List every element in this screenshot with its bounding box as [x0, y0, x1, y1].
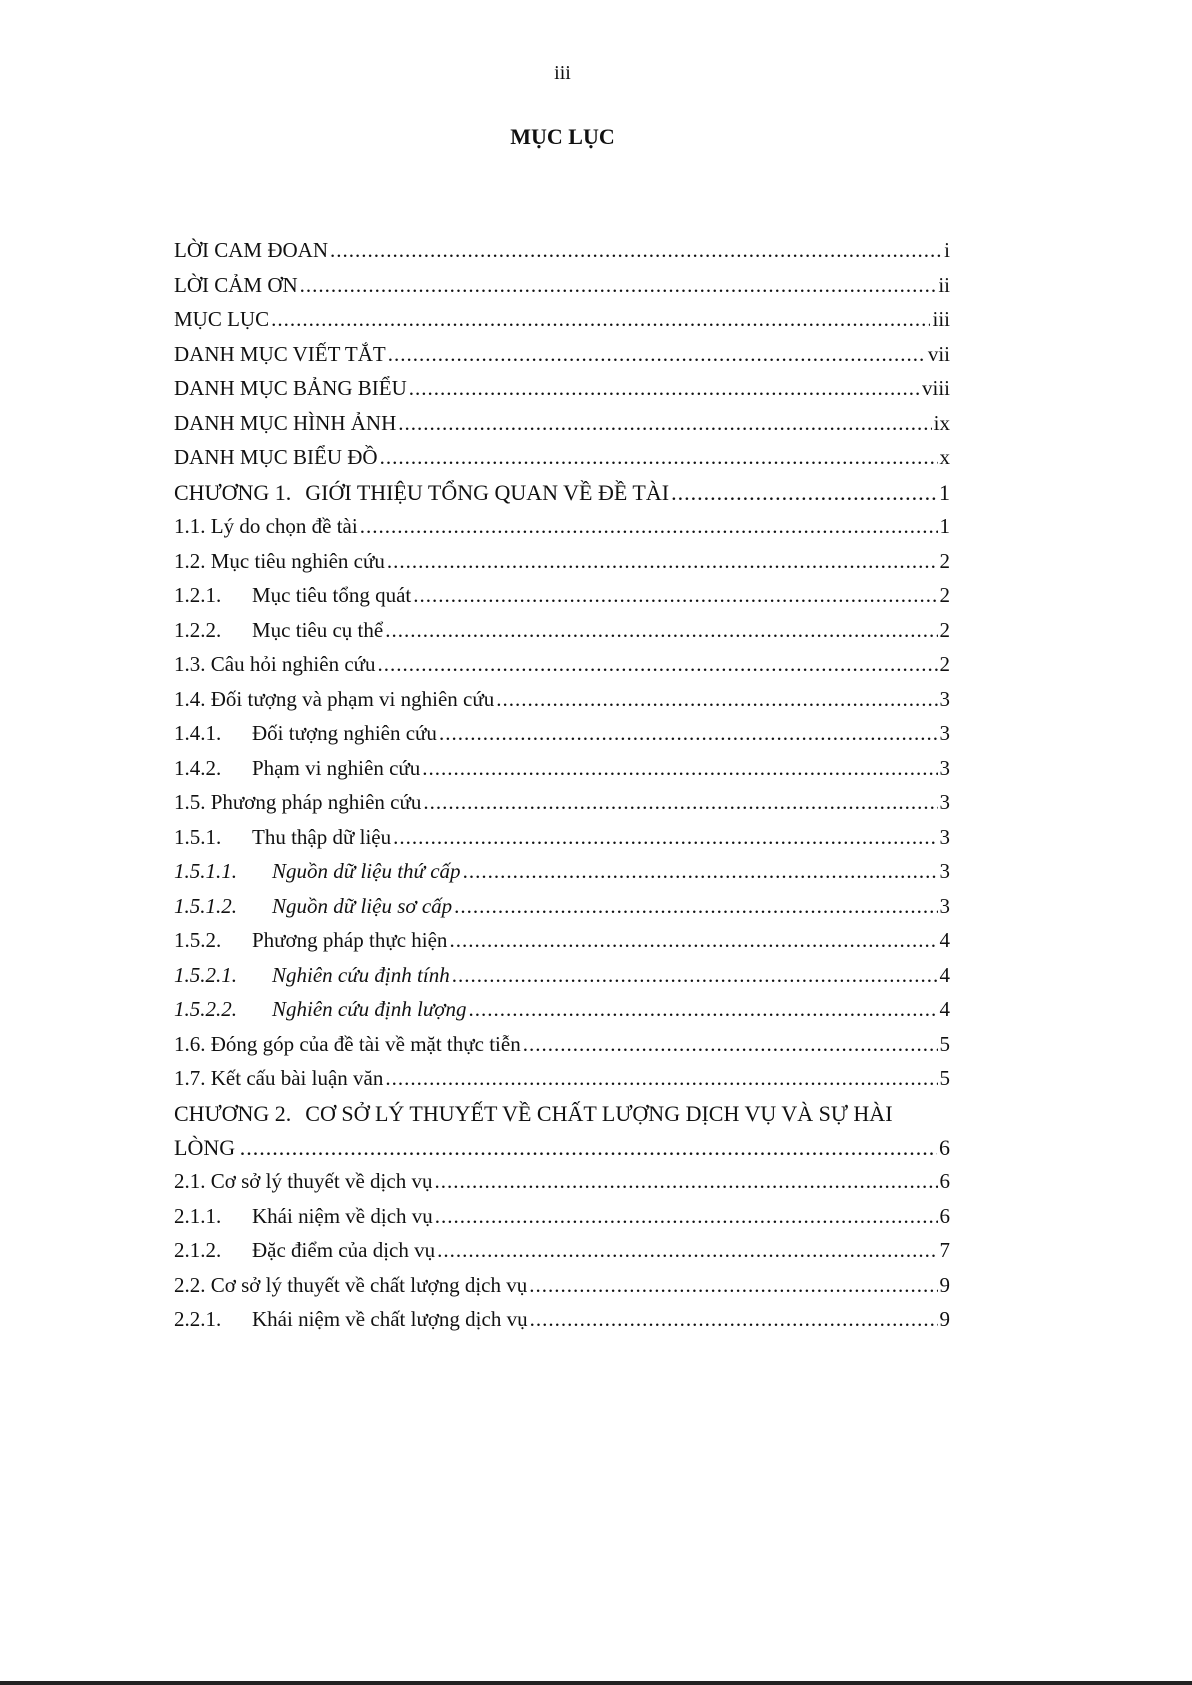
toc-entry-label — [174, 928, 447, 953]
toc-entry[interactable] — [174, 1273, 950, 1308]
toc-entry-page: 5 — [939, 1031, 950, 1056]
dot-leader — [300, 273, 937, 298]
toc-entry-page: ii — [938, 272, 950, 297]
dot-leader — [496, 687, 937, 712]
dot-leader — [393, 825, 937, 850]
toc-entry-text: Mục tiêu tổng quát — [252, 583, 412, 607]
dot-leader — [413, 583, 937, 608]
toc-entry-text: Phạm vi nghiên cứu — [252, 755, 421, 780]
toc-entry-page: 2 — [939, 652, 950, 676]
toc-entry-page: 4 — [939, 997, 950, 1021]
dot-leader — [380, 445, 938, 470]
toc-entry-label — [174, 618, 383, 643]
toc-chapter-entry[interactable] — [174, 1101, 950, 1135]
toc-chapter-entry[interactable] — [174, 480, 950, 515]
toc-entry-page: iii — [932, 307, 950, 331]
toc-entry-text: CƠ SỞ LÝ THUYẾT VỀ CHẤT LƯỢNG DỊCH VỤ VÀ SỰ HÀI — [305, 1100, 893, 1126]
toc-subentry[interactable] — [174, 618, 950, 653]
toc-entry[interactable] — [174, 273, 950, 308]
toc-entry[interactable] — [174, 549, 950, 584]
toc-entry-label: MỤC LỤC — [174, 307, 270, 331]
toc-entry-page: 3 — [939, 893, 950, 918]
dot-leader — [388, 342, 926, 367]
toc-entry-label — [174, 859, 461, 884]
toc-subentry[interactable] — [174, 1204, 950, 1239]
page-number: iii — [554, 62, 571, 84]
page-title: MỤC LỤC — [510, 124, 615, 149]
toc-entry-label: 1.3. Câu hỏi nghiên cứu — [174, 652, 376, 676]
toc-entry-number: 2.1.1. — [174, 1203, 222, 1228]
toc-entry-page: 1 — [939, 514, 950, 538]
toc-entry-label: DANH MỤC VIẾT TẮT — [174, 341, 386, 366]
dot-leader — [360, 514, 938, 539]
toc-subsubentry[interactable] — [174, 997, 950, 1032]
toc-entry-number: 1.5.2. — [174, 928, 222, 952]
toc-entry-label: DANH MỤC BIỂU ĐỒ — [174, 445, 378, 469]
toc-entry-label — [174, 721, 437, 746]
toc-subentry[interactable] — [174, 928, 950, 963]
toc-subsubentry[interactable] — [174, 963, 950, 998]
toc-entry-label: LỜI CAM ĐOAN — [174, 238, 328, 262]
toc-entry-label: 1.1. Lý do chọn đề tài — [174, 514, 358, 538]
toc-entry-label: 1.4. Đối tượng và phạm vi nghiên cứu — [174, 686, 495, 711]
toc-entry-label: 1.2. Mục tiêu nghiên cứu — [174, 548, 385, 573]
dot-leader — [454, 894, 937, 919]
toc-entry-label — [174, 1307, 528, 1332]
toc-entry[interactable] — [174, 1066, 950, 1101]
toc-entry-label: 1.7. Kết cấu bài luận văn — [174, 1066, 384, 1090]
toc-entry-number: 1.5.2.2. — [174, 997, 237, 1021]
dot-leader — [398, 411, 931, 436]
dot-leader — [409, 376, 920, 401]
toc-entry-number: 1.5.1. — [174, 824, 222, 849]
toc-entry-page: 9 — [939, 1272, 950, 1297]
toc-entry[interactable] — [174, 411, 950, 446]
toc-entry-page: 6 — [939, 1203, 950, 1228]
toc-entry-page: 3 — [939, 686, 950, 711]
toc-entry-page: ix — [933, 410, 950, 435]
toc-entry-number: 1.4.2. — [174, 755, 222, 780]
toc-subentry[interactable] — [174, 721, 950, 756]
toc-entry-text: Đối tượng nghiên cứu — [252, 721, 437, 745]
dot-leader — [452, 963, 938, 988]
dot-leader — [469, 997, 938, 1022]
toc-entry-label — [174, 583, 411, 608]
toc-entry-number: CHƯƠNG 1. — [174, 479, 292, 505]
toc-entry-number: 1.5.2.1. — [174, 962, 237, 987]
dot-leader — [423, 790, 937, 815]
dot-leader — [422, 756, 937, 781]
toc-entry-page: 3 — [939, 859, 950, 883]
toc-entry-label — [174, 1204, 433, 1229]
toc-entry[interactable] — [174, 445, 950, 480]
toc-entry[interactable] — [174, 514, 950, 549]
toc-entry-page: 4 — [939, 928, 950, 952]
toc-entry-page: 3 — [939, 824, 950, 849]
toc-entry-text: Phương pháp thực hiện — [252, 928, 448, 952]
toc-entry-page: 2 — [939, 617, 950, 642]
toc-entry-text: Nghiên cứu định lượng — [272, 997, 467, 1021]
toc-entry-page: 3 — [939, 755, 950, 780]
toc-subentry[interactable] — [174, 825, 950, 860]
dot-leader — [449, 928, 937, 953]
toc-entry[interactable] — [174, 238, 950, 273]
toc-entry[interactable] — [174, 307, 950, 342]
toc-entry-number: 1.4.1. — [174, 721, 222, 745]
toc-entry-text: Nguồn dữ liệu thứ cấp — [272, 859, 461, 883]
toc-entry-label: DANH MỤC HÌNH ẢNH — [174, 410, 397, 435]
toc-entry-page: 3 — [939, 790, 950, 814]
toc-entry-label: 1.5. Phương pháp nghiên cứu — [174, 790, 422, 814]
toc-entry[interactable] — [174, 687, 950, 722]
bottom-border — [0, 1681, 1192, 1685]
dot-leader — [434, 1169, 937, 1194]
toc-subentry[interactable] — [174, 1238, 950, 1273]
dot-leader — [523, 1032, 938, 1057]
table-of-contents — [174, 238, 950, 1342]
dot-leader — [387, 549, 938, 574]
toc-subentry[interactable] — [174, 756, 950, 791]
toc-entry-label — [174, 756, 420, 781]
toc-entry-page: 9 — [939, 1307, 950, 1331]
toc-entry-text: Thu thập dữ liệu — [252, 824, 392, 849]
toc-entry-page: 4 — [939, 962, 950, 987]
toc-entry-page: 7 — [939, 1238, 950, 1262]
toc-entry-page: 5 — [939, 1066, 950, 1090]
toc-entry-number: CHƯƠNG 2. — [174, 1100, 292, 1126]
dot-leader — [435, 1204, 938, 1229]
toc-entry-label — [174, 997, 467, 1022]
toc-entry-number: 2.2.1. — [174, 1307, 222, 1331]
toc-subsubentry[interactable] — [174, 859, 950, 894]
dot-leader — [437, 1238, 937, 1263]
toc-entry[interactable] — [174, 652, 950, 687]
toc-entry-number: 1.2.1. — [174, 583, 222, 607]
toc-entry-page: 3 — [939, 721, 950, 745]
dot-leader — [463, 859, 938, 884]
toc-entry-number: 1.5.1.2. — [174, 893, 237, 918]
toc-entry-page: 2 — [939, 548, 950, 573]
dot-leader — [530, 1307, 938, 1332]
toc-entry-label — [174, 963, 450, 988]
dot-leader — [529, 1273, 937, 1298]
toc-entry-text: Nghiên cứu định tính — [272, 962, 450, 987]
toc-entry-text: GIỚI THIỆU TỔNG QUAN VỀ ĐỀ TÀI — [305, 479, 670, 505]
toc-entry-label — [174, 894, 452, 919]
toc-entry-page: x — [939, 445, 950, 469]
dot-leader — [385, 1066, 937, 1091]
toc-entry[interactable] — [174, 1032, 950, 1067]
toc-chapter-entry-continuation[interactable] — [174, 1135, 950, 1170]
dot-leader — [240, 1135, 937, 1161]
toc-entry-number: 1.2.2. — [174, 617, 222, 642]
toc-entry-page: 1 — [939, 479, 950, 505]
toc-entry-label — [174, 825, 391, 850]
toc-entry-text: Đặc điểm của dịch vụ — [252, 1238, 436, 1262]
toc-entry-page: viii — [921, 376, 950, 400]
toc-entry-label: DANH MỤC BẢNG BIỂU — [174, 376, 407, 400]
toc-entry-number: 1.5.1.1. — [174, 859, 237, 883]
toc-subsubentry[interactable] — [174, 894, 950, 929]
toc-entry-label — [174, 1101, 893, 1127]
toc-entry-label: LỜI CẢM ƠN — [174, 272, 298, 297]
toc-entry[interactable] — [174, 376, 950, 411]
dot-leader — [330, 238, 942, 263]
dot-leader — [378, 652, 938, 677]
toc-entry-text: Khái niệm về chất lượng dịch vụ — [252, 1307, 528, 1331]
toc-entry-page: vii — [927, 341, 950, 366]
toc-entry-text: Nguồn dữ liệu sơ cấp — [272, 893, 453, 918]
toc-entry-page: 6 — [939, 1169, 950, 1193]
toc-entry-label: 2.2. Cơ sở lý thuyết về chất lượng dịch vụ — [174, 1272, 528, 1297]
toc-entry-text: Mục tiêu cụ thể — [252, 617, 384, 642]
toc-entry-page: 6 — [939, 1134, 950, 1160]
dot-leader — [671, 480, 937, 506]
toc-entry-label: LÒNG — [174, 1134, 236, 1160]
toc-entry[interactable] — [174, 342, 950, 377]
toc-entry-label: 1.6. Đóng góp của đề tài về mặt thực tiễn — [174, 1031, 521, 1056]
toc-entry-page: 2 — [939, 583, 950, 607]
dot-leader — [385, 618, 937, 643]
dot-leader — [439, 721, 938, 746]
toc-entry-label: 2.1. Cơ sở lý thuyết về dịch vụ — [174, 1169, 433, 1193]
toc-entry[interactable] — [174, 1169, 950, 1204]
toc-entry[interactable] — [174, 790, 950, 825]
toc-entry-page: i — [944, 238, 950, 262]
toc-subentry[interactable] — [174, 1307, 950, 1342]
toc-entry-label — [174, 1238, 435, 1263]
toc-entry-label — [174, 480, 669, 506]
toc-entry-number: 2.1.2. — [174, 1238, 222, 1262]
dot-leader — [271, 307, 930, 332]
toc-entry-text: Khái niệm về dịch vụ — [252, 1203, 433, 1228]
toc-subentry[interactable] — [174, 583, 950, 618]
